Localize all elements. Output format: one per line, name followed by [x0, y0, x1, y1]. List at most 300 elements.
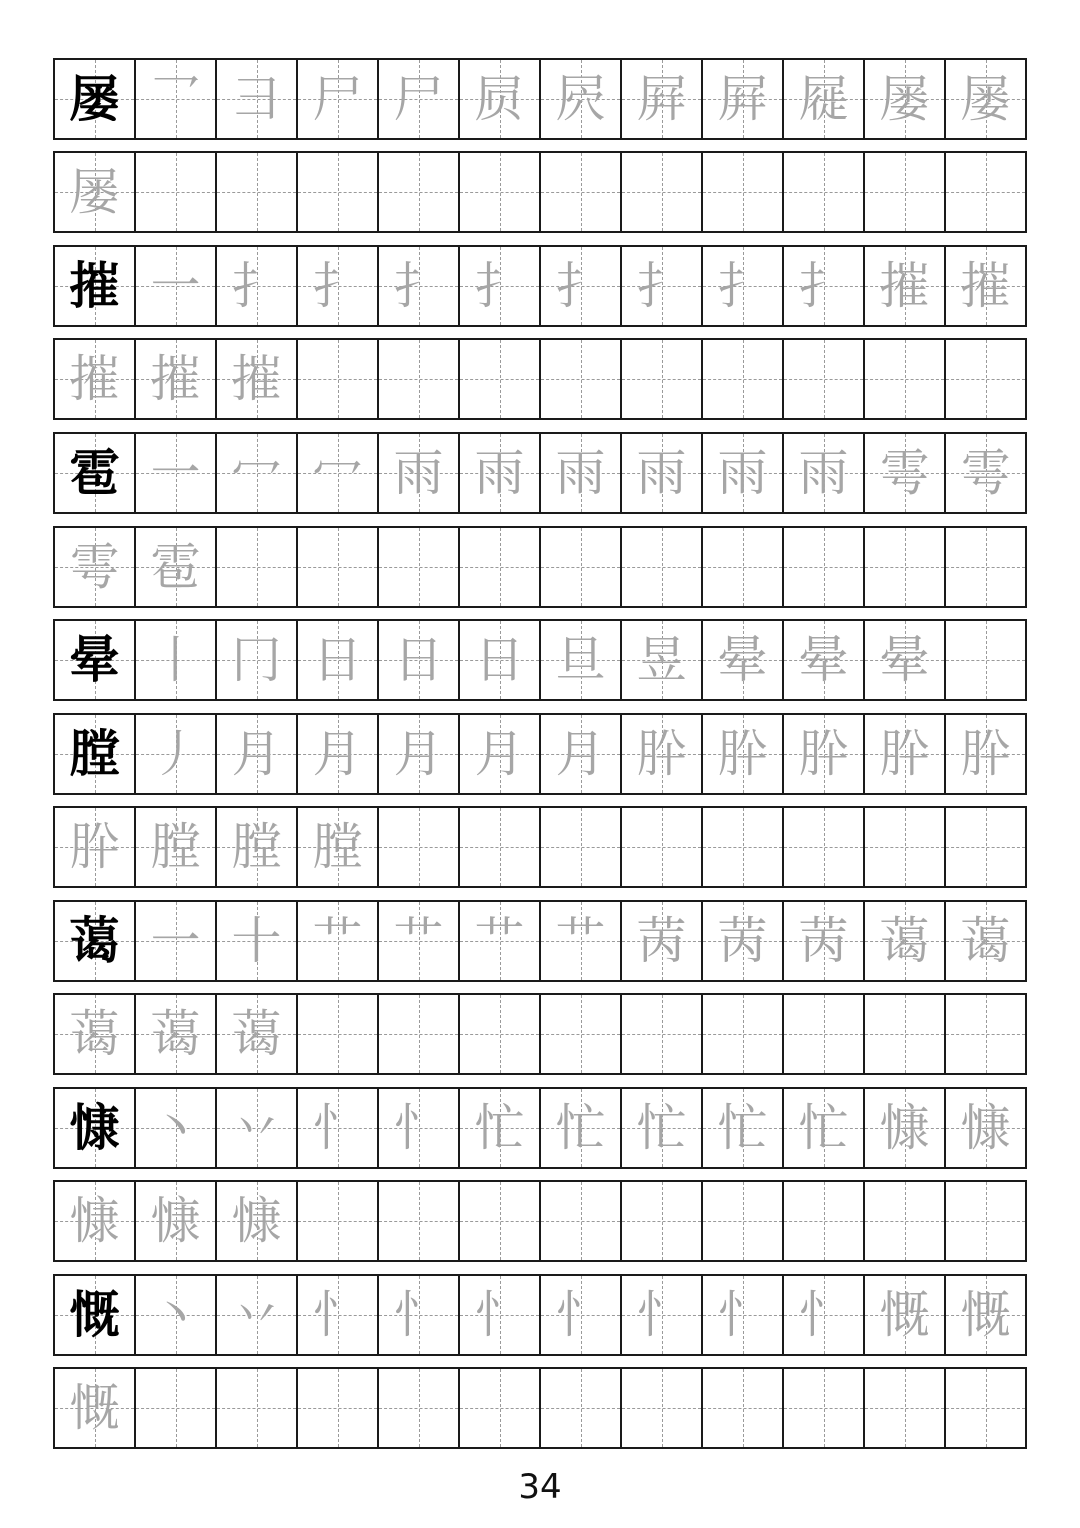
- trace-character: 蔼: [231, 1005, 282, 1063]
- trace-character: 旦: [555, 631, 606, 689]
- trace-character: 忄: [798, 1286, 849, 1344]
- trace-character: 扌: [393, 257, 444, 315]
- grid-cell: [458, 1182, 539, 1260]
- trace-character: 日: [474, 631, 525, 689]
- grid-cell: [620, 715, 701, 793]
- trace-character: [784, 808, 863, 886]
- grid-cell: [377, 621, 458, 699]
- grid-cell: [944, 808, 1025, 886]
- trace-character: [136, 1369, 215, 1447]
- trace-character: [703, 340, 782, 418]
- trace-character: 冂: [231, 631, 282, 689]
- grid-cell: [944, 715, 1025, 793]
- trace-character: [460, 1182, 539, 1260]
- trace-character: 丿: [150, 725, 201, 783]
- trace-character: [784, 1182, 863, 1260]
- trace-character: 丶: [150, 1099, 201, 1157]
- trace-character: 摧: [150, 350, 201, 408]
- trace-character: [298, 1182, 377, 1260]
- grid-cell: [620, 995, 701, 1073]
- grid-cell: [539, 902, 620, 980]
- trace-character: [379, 340, 458, 418]
- stroke-order-row: [53, 619, 1027, 701]
- model-character: 慷: [69, 1099, 120, 1157]
- grid-cell: [944, 995, 1025, 1073]
- grid-cell: [134, 434, 215, 512]
- grid-cell: [701, 715, 782, 793]
- grid-cell: [701, 621, 782, 699]
- grid-cell: [701, 1276, 782, 1354]
- grid-cell: [539, 434, 620, 512]
- grid-cell: [782, 995, 863, 1073]
- trace-character: 肸: [960, 725, 1011, 783]
- trace-character: [946, 808, 1025, 886]
- trace-character: 摧: [231, 350, 282, 408]
- grid-cell: [134, 995, 215, 1073]
- grid-cell: [782, 1182, 863, 1260]
- grid-cell: [944, 621, 1025, 699]
- trace-character: 冖: [231, 444, 282, 502]
- model-character: 慨: [69, 1286, 120, 1344]
- grid-cell: [782, 528, 863, 606]
- grid-cell: [863, 1369, 944, 1447]
- grid-cell: [701, 808, 782, 886]
- grid-cell: [134, 902, 215, 980]
- grid-cell: [701, 995, 782, 1073]
- grid-cell: [863, 528, 944, 606]
- trace-character: [865, 528, 944, 606]
- grid-cell-first: [55, 808, 134, 886]
- grid-cell: [782, 808, 863, 886]
- model-character: 晕: [69, 631, 120, 689]
- trace-character: 蔼: [879, 912, 930, 970]
- trace-character: 雨: [636, 444, 687, 502]
- grid-cell: [377, 153, 458, 231]
- trace-character: 雨: [555, 444, 606, 502]
- grid-cell: [215, 1276, 296, 1354]
- stroke-order-row: [53, 1087, 1027, 1169]
- trace-character: 月: [393, 725, 444, 783]
- grid-cell: [539, 340, 620, 418]
- grid-cell: [944, 247, 1025, 325]
- grid-cell: [863, 60, 944, 138]
- grid-cell: [620, 1276, 701, 1354]
- grid-cell: [215, 1182, 296, 1260]
- trace-character: 扌: [231, 257, 282, 315]
- grid-cell: [701, 1369, 782, 1447]
- trace-character: 晕: [717, 631, 768, 689]
- trace-character: [379, 808, 458, 886]
- stroke-order-row: [53, 245, 1027, 327]
- trace-character: [622, 528, 701, 606]
- trace-character: [298, 340, 377, 418]
- model-character: 摧: [69, 257, 120, 315]
- trace-character: [703, 995, 782, 1073]
- grid-cell-first: [55, 528, 134, 606]
- grid-cell: [863, 434, 944, 512]
- trace-character: [703, 153, 782, 231]
- trace-character: [460, 808, 539, 886]
- grid-cell: [134, 808, 215, 886]
- trace-character: 膛: [312, 818, 363, 876]
- trace-character: [217, 153, 296, 231]
- grid-cell: [539, 1182, 620, 1260]
- grid-cell-first: [55, 247, 134, 325]
- grid-cell: [620, 1369, 701, 1447]
- trace-character: 膛: [150, 818, 201, 876]
- grid-cell: [377, 1276, 458, 1354]
- trace-character: [703, 528, 782, 606]
- grid-cell: [296, 902, 377, 980]
- grid-cell-first: [55, 153, 134, 231]
- grid-cell: [620, 808, 701, 886]
- trace-character: 肸: [798, 725, 849, 783]
- grid-cell: [377, 434, 458, 512]
- grid-cell: [539, 1276, 620, 1354]
- grid-cell: [377, 340, 458, 418]
- trace-character: [622, 1369, 701, 1447]
- grid-cell: [620, 528, 701, 606]
- practice-row: [53, 806, 1027, 888]
- trace-character: 雨: [474, 444, 525, 502]
- trace-character: [946, 1182, 1025, 1260]
- trace-character: 雨: [393, 444, 444, 502]
- grid-cell: [215, 247, 296, 325]
- trace-character: 雨: [717, 444, 768, 502]
- grid-cell-first: [55, 1182, 134, 1260]
- trace-character: 尸: [393, 70, 444, 128]
- trace-character: 蔼: [150, 1005, 201, 1063]
- trace-character: [784, 1369, 863, 1447]
- grid-cell-first: [55, 715, 134, 793]
- grid-cell: [539, 621, 620, 699]
- trace-character: 一: [150, 912, 201, 970]
- grid-cell: [620, 60, 701, 138]
- trace-character: 屄: [555, 70, 606, 128]
- trace-character: 屡: [960, 70, 1011, 128]
- grid-cell: [863, 153, 944, 231]
- grid-cell: [863, 1089, 944, 1167]
- trace-character: [865, 340, 944, 418]
- stroke-order-row: [53, 58, 1027, 140]
- trace-character: 尸: [312, 70, 363, 128]
- grid-cell: [701, 153, 782, 231]
- grid-cell: [782, 434, 863, 512]
- grid-cell: [539, 715, 620, 793]
- trace-character: 丶: [150, 1286, 201, 1344]
- grid-cell: [215, 153, 296, 231]
- trace-character: [460, 995, 539, 1073]
- grid-cell: [134, 247, 215, 325]
- practice-row: [53, 1367, 1027, 1449]
- grid-cell: [701, 1182, 782, 1260]
- grid-cell: [296, 715, 377, 793]
- grid-cell: [134, 1276, 215, 1354]
- trace-character: 苪: [717, 912, 768, 970]
- grid-cell: [701, 60, 782, 138]
- grid-cell: [944, 528, 1025, 606]
- trace-character: ⺕: [231, 70, 282, 128]
- grid-cell: [782, 1276, 863, 1354]
- trace-character: [703, 808, 782, 886]
- trace-character: [865, 153, 944, 231]
- trace-character: [541, 528, 620, 606]
- grid-cell: [296, 528, 377, 606]
- trace-character: 忙: [798, 1099, 849, 1157]
- trace-character: [784, 340, 863, 418]
- grid-cell: [944, 1369, 1025, 1447]
- grid-cell: [458, 153, 539, 231]
- trace-character: 慷: [231, 1192, 282, 1250]
- trace-character: 忄: [717, 1286, 768, 1344]
- trace-character: 扌: [474, 257, 525, 315]
- grid-cell: [539, 153, 620, 231]
- grid-cell: [377, 902, 458, 980]
- trace-character: 屛: [717, 70, 768, 128]
- grid-cell-first: [55, 995, 134, 1073]
- grid-cell: [944, 1089, 1025, 1167]
- grid-cell: [782, 1369, 863, 1447]
- trace-character: [622, 995, 701, 1073]
- grid-cell: [296, 808, 377, 886]
- grid-cell: [620, 247, 701, 325]
- trace-character: 慷: [69, 1192, 120, 1250]
- trace-character: 忄: [636, 1286, 687, 1344]
- grid-cell: [458, 902, 539, 980]
- grid-cell: [296, 340, 377, 418]
- trace-character: [865, 1369, 944, 1447]
- grid-cell: [215, 528, 296, 606]
- grid-cell-first: [55, 434, 134, 512]
- grid-cell: [134, 715, 215, 793]
- trace-character: 月: [474, 725, 525, 783]
- grid-cell: [782, 902, 863, 980]
- grid-cell: [458, 1089, 539, 1167]
- trace-character: 丷: [231, 1099, 282, 1157]
- grid-cell: [863, 715, 944, 793]
- trace-character: [946, 995, 1025, 1073]
- trace-character: [784, 528, 863, 606]
- grid-cell: [863, 808, 944, 886]
- trace-character: [784, 153, 863, 231]
- grid-cell: [458, 1369, 539, 1447]
- stroke-order-row: [53, 1274, 1027, 1356]
- grid-cell-first: [55, 1089, 134, 1167]
- trace-character: 艹: [474, 912, 525, 970]
- trace-character: [865, 995, 944, 1073]
- grid-cell: [539, 247, 620, 325]
- grid-cell: [296, 60, 377, 138]
- trace-character: [541, 153, 620, 231]
- grid-cell: [701, 528, 782, 606]
- trace-character: 月: [312, 725, 363, 783]
- trace-character: 忄: [555, 1286, 606, 1344]
- grid-cell: [539, 60, 620, 138]
- trace-character: 乛: [150, 70, 201, 128]
- trace-character: 慷: [960, 1099, 1011, 1157]
- trace-character: 一: [150, 257, 201, 315]
- grid-cell: [782, 247, 863, 325]
- trace-character: 忄: [312, 1286, 363, 1344]
- trace-character: 忙: [555, 1099, 606, 1157]
- grid-cell: [782, 340, 863, 418]
- grid-cell: [863, 1276, 944, 1354]
- trace-character: [460, 340, 539, 418]
- trace-character: 晕: [798, 631, 849, 689]
- grid-cell: [782, 1089, 863, 1167]
- grid-cell: [134, 528, 215, 606]
- grid-cell: [782, 153, 863, 231]
- trace-character: 忙: [717, 1099, 768, 1157]
- grid-cell: [539, 1089, 620, 1167]
- grid-cell: [863, 902, 944, 980]
- trace-character: [379, 1182, 458, 1260]
- trace-character: 雩: [69, 538, 120, 596]
- practice-row: [53, 993, 1027, 1075]
- trace-character: [379, 153, 458, 231]
- trace-character: [865, 808, 944, 886]
- grid-cell-first: [55, 1276, 134, 1354]
- trace-character: 膛: [231, 818, 282, 876]
- trace-character: 苪: [636, 912, 687, 970]
- page-number: 34: [518, 1467, 562, 1507]
- trace-character: 摧: [69, 350, 120, 408]
- grid-cell: [215, 808, 296, 886]
- trace-character: 扌: [636, 257, 687, 315]
- trace-character: 肸: [636, 725, 687, 783]
- grid-cell: [458, 528, 539, 606]
- trace-character: [217, 528, 296, 606]
- grid-cell: [458, 715, 539, 793]
- trace-character: [541, 1369, 620, 1447]
- grid-cell: [863, 621, 944, 699]
- trace-character: 屣: [798, 70, 849, 128]
- trace-character: 扌: [555, 257, 606, 315]
- grid-cell: [539, 528, 620, 606]
- model-character: 蔼: [69, 912, 120, 970]
- trace-character: 扌: [312, 257, 363, 315]
- grid-cell: [782, 621, 863, 699]
- trace-character: [379, 528, 458, 606]
- trace-character: 雨: [798, 444, 849, 502]
- trace-character: 屛: [636, 70, 687, 128]
- grid-cell: [377, 808, 458, 886]
- grid-cell: [944, 1182, 1025, 1260]
- trace-character: [622, 1182, 701, 1260]
- grid-cell-first: [55, 340, 134, 418]
- trace-character: 慷: [150, 1192, 201, 1250]
- trace-character: [703, 1369, 782, 1447]
- grid-cell: [620, 434, 701, 512]
- grid-cell: [377, 1182, 458, 1260]
- trace-character: 月: [555, 725, 606, 783]
- grid-cell: [458, 621, 539, 699]
- trace-character: 丨: [150, 631, 201, 689]
- grid-cell: [863, 995, 944, 1073]
- grid-cell-first: [55, 60, 134, 138]
- trace-character: [136, 153, 215, 231]
- grid-cell: [215, 621, 296, 699]
- grid-cell: [296, 621, 377, 699]
- trace-character: 扌: [798, 257, 849, 315]
- grid-cell: [134, 621, 215, 699]
- grid-cell: [377, 60, 458, 138]
- grid-cell: [539, 1369, 620, 1447]
- grid-cell: [539, 995, 620, 1073]
- grid-cell: [620, 1089, 701, 1167]
- grid-cell: [377, 528, 458, 606]
- grid-cell: [620, 902, 701, 980]
- grid-cell: [620, 621, 701, 699]
- grid-cell: [134, 153, 215, 231]
- grid-cell: [944, 902, 1025, 980]
- trace-character: 月: [231, 725, 282, 783]
- model-character: 雹: [69, 444, 120, 502]
- trace-character: 雹: [150, 538, 201, 596]
- grid-cell: [296, 995, 377, 1073]
- grid-cell: [620, 340, 701, 418]
- trace-character: 雩: [960, 444, 1011, 502]
- trace-character: [865, 1182, 944, 1260]
- grid-cell: [296, 1182, 377, 1260]
- trace-character: 艹: [555, 912, 606, 970]
- grid-cell: [215, 340, 296, 418]
- grid-cell: [377, 1369, 458, 1447]
- practice-row: [53, 526, 1027, 608]
- practice-row: [53, 151, 1027, 233]
- grid-cell: [215, 995, 296, 1073]
- trace-character: [946, 528, 1025, 606]
- grid-cell: [458, 60, 539, 138]
- trace-character: 十: [231, 912, 282, 970]
- trace-character: 摧: [879, 257, 930, 315]
- trace-character: 艹: [312, 912, 363, 970]
- trace-character: [946, 153, 1025, 231]
- grid-cell: [458, 434, 539, 512]
- grid-cell: [296, 434, 377, 512]
- grid-cell: [215, 434, 296, 512]
- trace-character: 冖: [312, 444, 363, 502]
- grid-cell: [134, 60, 215, 138]
- grid-cell-first: [55, 1369, 134, 1447]
- grid-cell: [944, 434, 1025, 512]
- stroke-order-row: [53, 713, 1027, 795]
- grid-cell: [458, 808, 539, 886]
- stroke-order-row: [53, 900, 1027, 982]
- grid-cell: [944, 1276, 1025, 1354]
- trace-character: 艹: [393, 912, 444, 970]
- grid-cell: [701, 902, 782, 980]
- grid-cell: [944, 153, 1025, 231]
- practice-row: [53, 1180, 1027, 1262]
- trace-character: 扌: [717, 257, 768, 315]
- grid-cell: [296, 153, 377, 231]
- trace-character: 忙: [474, 1099, 525, 1157]
- stroke-order-row: [53, 432, 1027, 514]
- trace-character: 肸: [717, 725, 768, 783]
- grid-cell: [458, 247, 539, 325]
- trace-character: [298, 153, 377, 231]
- trace-character: 蔼: [960, 912, 1011, 970]
- model-character: 屡: [69, 70, 120, 128]
- trace-character: [784, 995, 863, 1073]
- trace-character: [946, 340, 1025, 418]
- grid-cell: [944, 60, 1025, 138]
- grid-cell: [458, 995, 539, 1073]
- model-character: 膛: [69, 725, 120, 783]
- trace-character: [622, 340, 701, 418]
- grid-cell: [701, 340, 782, 418]
